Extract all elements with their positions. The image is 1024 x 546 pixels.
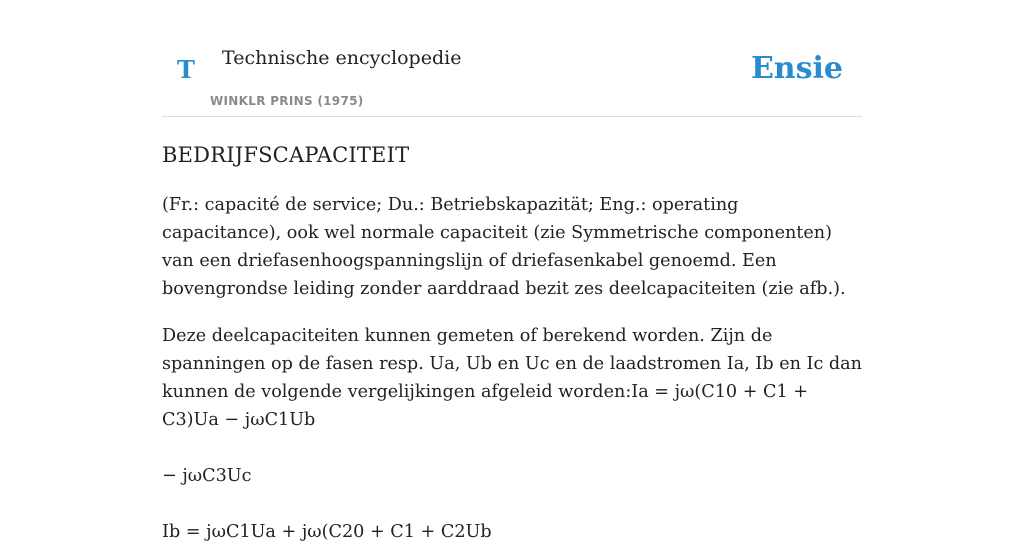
article bbox=[162, 138, 862, 546]
equation-line: Ib = jωC1Ua + jω(C20 + C1 + C2Ub bbox=[162, 522, 492, 542]
article-paragraph: (Fr.: capacité de service; Du.: Betriebskapazität; Eng.: operating capacitance), ook wel normale capaciteit (zie Symmetrische componenten) van een driefasenhoogspanningslijn of driefasenkabel genoemd. Een bovengrondse leiding zonder aarddraad bezit zes deelcapaciteiten (zie afb.). bbox=[162, 195, 846, 299]
site-title[interactable]: Technische encyclopedie bbox=[222, 47, 462, 69]
brand-logo[interactable]: Ensie bbox=[750, 51, 843, 86]
equation-line: − jωC3Uc bbox=[162, 466, 252, 486]
article-paragraph: Deze deelcapaciteiten kunnen gemeten of berekend worden. Zijn de spanningen op de fasen resp. Ua, Ub en Uc en de laadstromen Ia, Ib en Ic dan kunnen de volgende vergelijkingen afgeleid worden:Ia = jω(C10 + C1 + C3)Ua − jωC1Ub bbox=[162, 326, 863, 430]
site-subtitle: WINKLR PRINS (1975) bbox=[210, 94, 364, 108]
logo-letter[interactable]: T bbox=[177, 55, 195, 84]
article-title: BEDRIJFSCAPACITEIT bbox=[162, 143, 410, 167]
site-header bbox=[162, 0, 862, 117]
